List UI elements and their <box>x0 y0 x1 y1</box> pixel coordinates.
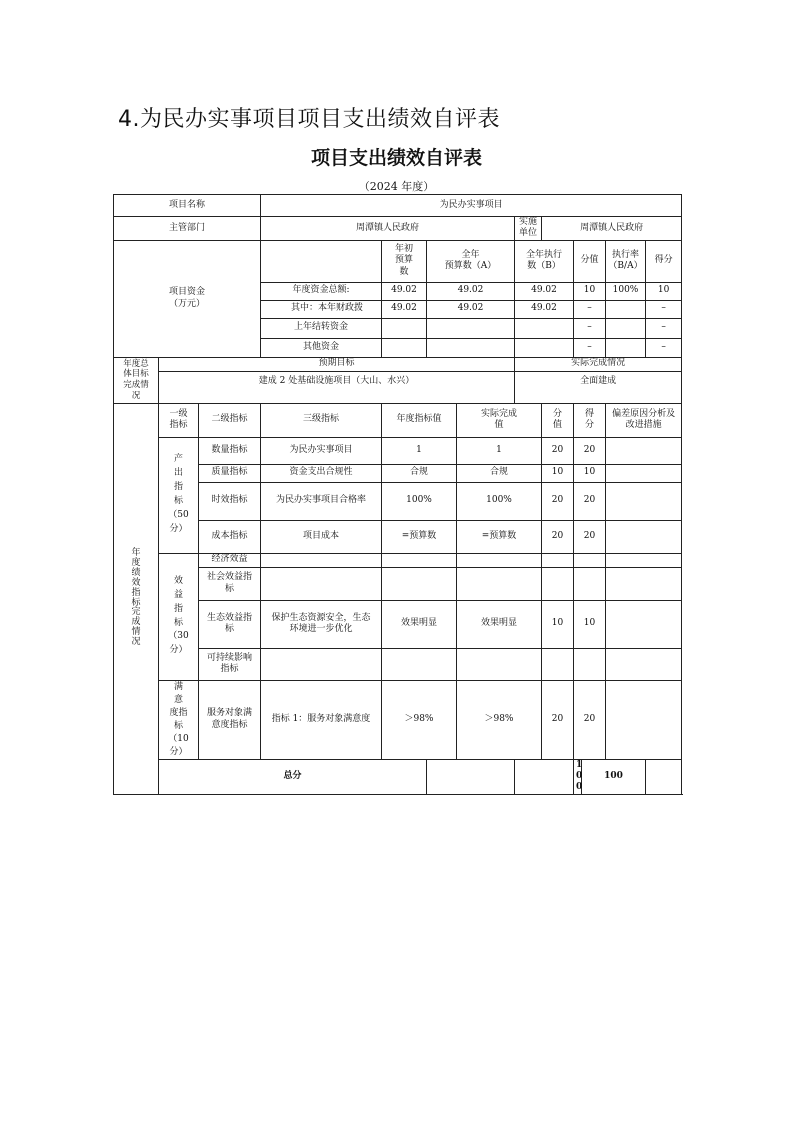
ind-level3: 为民办实事项目 <box>261 437 382 464</box>
ind-score: 10 <box>574 464 606 482</box>
self-evaluation-table <box>113 194 682 795</box>
ind-level3: 为民办实事项目合格率 <box>261 482 382 520</box>
ind-level2: 生态效益指 标 <box>199 600 261 648</box>
funds-header-annual: 全年 预算数（A） <box>427 240 515 282</box>
ind-actual <box>457 553 542 567</box>
total-actual <box>515 759 574 794</box>
total-score: 100 <box>582 759 646 794</box>
funds-row-label: 年度资金总额: <box>261 282 382 300</box>
table-row <box>114 464 682 482</box>
total-target <box>427 759 515 794</box>
ind-target: ＞98% <box>382 680 457 759</box>
table-row <box>114 482 682 520</box>
ind-target: 1 <box>382 437 457 464</box>
table-row <box>114 195 682 217</box>
ind-score <box>574 567 606 600</box>
funds-header-score: 得分 <box>646 240 682 282</box>
ind-score: 20 <box>574 482 606 520</box>
ind-target <box>382 648 457 680</box>
ind-target: =预算数 <box>382 520 457 553</box>
table-row <box>114 217 682 241</box>
ind-score: 20 <box>574 520 606 553</box>
ind-level2: 时效指标 <box>199 482 261 520</box>
ind-reason <box>606 437 682 464</box>
funds-cell: 100% <box>606 282 646 300</box>
ind-level3 <box>261 553 382 567</box>
ind-actual: 100% <box>457 482 542 520</box>
ind-target: 效果明显 <box>382 600 457 648</box>
output-label: 产 出 指 标 （50 分） <box>159 437 199 553</box>
funds-label-text: 项目资金 （万元） <box>168 286 205 309</box>
ind-level3: 项目成本 <box>261 520 382 553</box>
ind-header-score <box>574 403 606 437</box>
funds-cell: 49.02 <box>382 300 427 318</box>
ind-target <box>382 567 457 600</box>
ind-reason <box>606 520 682 553</box>
ind-level2: 经济效益 <box>199 553 261 567</box>
ind-score-value <box>542 648 574 680</box>
funds-cell <box>515 318 574 338</box>
ind-reason <box>606 464 682 482</box>
ind-reason <box>606 567 682 600</box>
table-row <box>114 680 682 759</box>
ind-level3 <box>261 567 382 600</box>
ind-score-value <box>542 567 574 600</box>
funds-cell: 10 <box>574 282 606 300</box>
table-title: 项目支出绩效自评表 <box>310 147 482 169</box>
funds-label <box>114 240 261 357</box>
impl-label: 实施单位 <box>515 217 542 241</box>
impl-value: 周潭镇人民政府 <box>542 217 682 241</box>
funds-cell <box>427 338 515 357</box>
funds-cell: 49.02 <box>427 282 515 300</box>
ind-score-value: 20 <box>542 437 574 464</box>
ind-header-level3: 三级指标 <box>261 403 382 437</box>
funds-cell <box>382 318 427 338</box>
project-name-label: 项目名称 <box>114 195 261 217</box>
ind-score: 20 <box>574 680 606 759</box>
ind-level3 <box>261 648 382 680</box>
ind-actual <box>457 648 542 680</box>
table-row <box>114 759 682 794</box>
ind-target: 合规 <box>382 464 457 482</box>
ind-actual: 1 <box>457 437 542 464</box>
funds-cell <box>382 338 427 357</box>
ind-reason <box>606 600 682 648</box>
table-subtitle: （2024 年度） <box>358 180 435 193</box>
ind-level2: 成本指标 <box>199 520 261 553</box>
funds-cell: – <box>574 318 606 338</box>
table-row <box>114 357 682 371</box>
satisfaction-label: 满 意 度指 标 （10 分） <box>159 680 199 759</box>
ind-level2: 社会效益指 标 <box>199 567 261 600</box>
funds-row-label: 其中：本年财政拨 <box>261 300 382 318</box>
ind-header-score-value-text: 分 值 <box>552 408 562 430</box>
table-row <box>114 520 682 553</box>
ind-target <box>382 553 457 567</box>
dept-label: 主管部门 <box>114 217 261 241</box>
ind-reason <box>606 482 682 520</box>
total-label: 总分 <box>159 759 427 794</box>
funds-empty-header <box>261 240 382 282</box>
ind-level2: 可持续影响 指标 <box>199 648 261 680</box>
ind-target: 100% <box>382 482 457 520</box>
goals-actual-header: 实际完成情况 <box>515 357 682 371</box>
ind-actual: ＞98% <box>457 680 542 759</box>
indicators-side-label: 年 度 绩 效 指 标 完 成 情 况 <box>114 403 159 794</box>
table-row <box>114 567 682 600</box>
funds-cell <box>606 300 646 318</box>
dept-value: 周潭镇人民政府 <box>261 217 515 241</box>
goals-expected: 建成 2 处基础设施项目（大山、水兴） <box>159 371 515 403</box>
ind-actual: 合规 <box>457 464 542 482</box>
ind-header-score-text: 得 分 <box>584 408 594 430</box>
ind-score <box>574 553 606 567</box>
funds-header-executed: 全年执行 数（B） <box>515 240 574 282</box>
funds-cell <box>606 318 646 338</box>
ind-level2: 质量指标 <box>199 464 261 482</box>
ind-header-level1: 一级 指标 <box>159 403 199 437</box>
ind-score-value: 10 <box>542 464 574 482</box>
funds-cell <box>427 318 515 338</box>
total-reason <box>646 759 682 794</box>
funds-cell: 49.02 <box>515 282 574 300</box>
ind-actual: 效果明显 <box>457 600 542 648</box>
funds-cell: – <box>646 338 682 357</box>
funds-cell <box>606 338 646 357</box>
funds-cell: 49.02 <box>427 300 515 318</box>
ind-reason <box>606 648 682 680</box>
ind-level3: 资金支出合规性 <box>261 464 382 482</box>
funds-cell: 10 <box>646 282 682 300</box>
funds-cell: – <box>574 338 606 357</box>
ind-score-value: 20 <box>542 680 574 759</box>
ind-reason <box>606 553 682 567</box>
goals-expected-header: 预期目标 <box>159 357 515 371</box>
ind-level2: 数量指标 <box>199 437 261 464</box>
ind-score <box>574 648 606 680</box>
ind-level3: 指标 1：服务对象满意度 <box>261 680 382 759</box>
table-row <box>114 437 682 464</box>
project-name-value: 为民办实事项目 <box>261 195 682 217</box>
funds-cell: 49.02 <box>515 300 574 318</box>
goals-label: 年度总 体目标 完成情 况 <box>114 357 159 403</box>
ind-header-target: 年度指标值 <box>382 403 457 437</box>
ind-score-value: 10 <box>542 600 574 648</box>
funds-cell: – <box>646 300 682 318</box>
ind-header-reason: 偏差原因分析及 改进措施 <box>606 403 682 437</box>
ind-header-score-value <box>542 403 574 437</box>
ind-score: 20 <box>574 437 606 464</box>
funds-header-initial: 年初 预算 数 <box>382 240 427 282</box>
funds-header-score-value: 分值 <box>574 240 606 282</box>
funds-cell: – <box>646 318 682 338</box>
ind-actual <box>457 567 542 600</box>
ind-level2: 服务对象满 意度指标 <box>199 680 261 759</box>
ind-level3: 保护生态资源安全，生态 环境进一步优化 <box>261 600 382 648</box>
ind-score-value: 20 <box>542 520 574 553</box>
section-heading: 4.为民办实事项目项目支出绩效自评表 <box>118 107 500 132</box>
ind-header-level2: 二级指标 <box>199 403 261 437</box>
ind-score-value: 20 <box>542 482 574 520</box>
funds-header-rate: 执行率 （B/A） <box>606 240 646 282</box>
goals-actual: 全面建成 <box>515 371 682 403</box>
ind-header-actual: 实际完成 值 <box>457 403 542 437</box>
funds-row-label: 其他资金 <box>261 338 382 357</box>
table-row <box>114 240 682 282</box>
funds-cell <box>515 338 574 357</box>
table-row <box>114 600 682 648</box>
ind-actual: =预算数 <box>457 520 542 553</box>
table-row <box>114 371 682 403</box>
benefit-label: 效 益 指 标 （30 分） <box>159 553 199 680</box>
funds-cell: 49.02 <box>382 282 427 300</box>
total-score-value: 100 <box>574 759 582 794</box>
table-row <box>114 403 682 437</box>
table-row <box>114 553 682 567</box>
ind-reason <box>606 680 682 759</box>
ind-score-value <box>542 553 574 567</box>
funds-row-label: 上年结转资金 <box>261 318 382 338</box>
funds-cell: – <box>574 300 606 318</box>
ind-score: 10 <box>574 600 606 648</box>
table-row <box>114 648 682 680</box>
